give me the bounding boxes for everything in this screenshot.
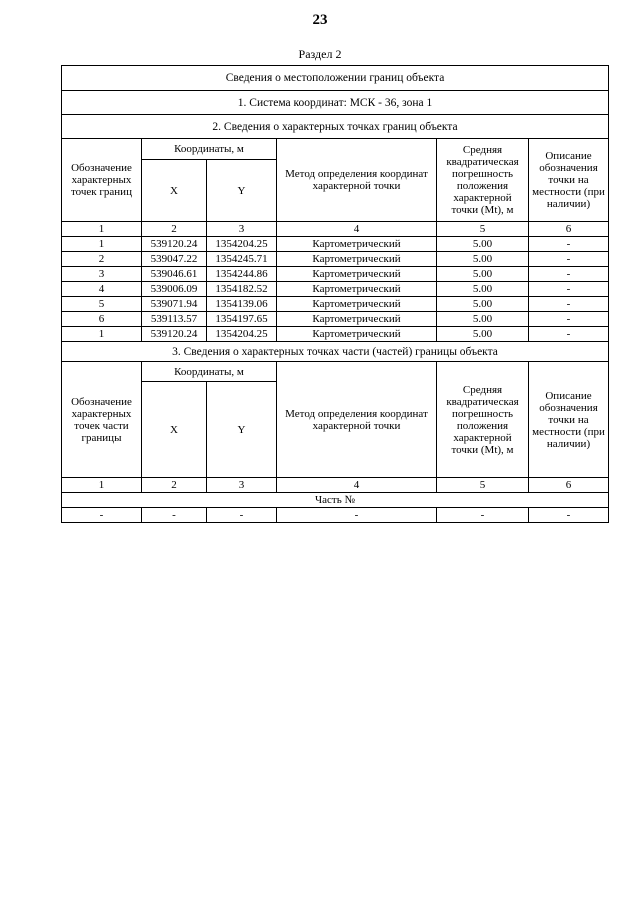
- error: 5.00: [437, 327, 529, 342]
- column-number: 5: [437, 222, 529, 237]
- coord-x: 539047.22: [142, 252, 207, 267]
- column-number: 6: [529, 222, 609, 237]
- error: 5.00: [437, 297, 529, 312]
- description: -: [529, 237, 609, 252]
- method: Картометрический: [277, 282, 437, 297]
- table-row: [62, 282, 609, 297]
- column-number: 5: [437, 478, 529, 493]
- coord-x: 539046.61: [142, 267, 207, 282]
- column-number: 4: [277, 222, 437, 237]
- column-number: 3: [207, 478, 277, 493]
- table-row: [62, 297, 609, 312]
- column-number: 4: [277, 478, 437, 493]
- column-number: 2: [142, 222, 207, 237]
- empty-cell: -: [529, 508, 609, 523]
- header-error: Средняя квадратическая погрешность положения характерной точки (Mt), м: [437, 139, 529, 222]
- coord-y: 1354139.06: [207, 297, 277, 312]
- header-y: Y: [207, 160, 277, 222]
- column-number-row: [62, 222, 609, 237]
- coord-system: 1. Система координат: МСК - 36, зона 1: [62, 91, 609, 115]
- method: Картометрический: [277, 237, 437, 252]
- table-row: [62, 237, 609, 252]
- coord-x: 539120.24: [142, 237, 207, 252]
- point-number: 4: [62, 282, 142, 297]
- empty-cell: -: [437, 508, 529, 523]
- error: 5.00: [437, 237, 529, 252]
- point-number: 1: [62, 327, 142, 342]
- point-number: 3: [62, 267, 142, 282]
- table-row: [62, 267, 609, 282]
- column-number: 6: [529, 478, 609, 493]
- header-x: X: [142, 382, 207, 478]
- header-description: Описание обозначения точки на местности (при наличии): [529, 362, 609, 478]
- section3-title: 3. Сведения о характерных точках части (частей) границы объекта: [62, 342, 609, 362]
- column-number: 1: [62, 478, 142, 493]
- table-row: [62, 508, 609, 523]
- point-number: 2: [62, 252, 142, 267]
- header-method: Метод определения координат характерной точки: [277, 139, 437, 222]
- column-number: 3: [207, 222, 277, 237]
- page-number: 23: [312, 12, 328, 28]
- table-row: [62, 312, 609, 327]
- description: -: [529, 327, 609, 342]
- header-y: Y: [207, 382, 277, 478]
- error: 5.00: [437, 252, 529, 267]
- part-label: Часть №: [62, 493, 609, 508]
- empty-cell: -: [207, 508, 277, 523]
- method: Картометрический: [277, 267, 437, 282]
- header-coordinates: Координаты, м: [142, 362, 277, 382]
- method: Картометрический: [277, 297, 437, 312]
- header-description: Описание обозначения точки на местности (при наличии): [529, 139, 609, 222]
- description: -: [529, 267, 609, 282]
- error: 5.00: [437, 282, 529, 297]
- coord-x: 539120.24: [142, 327, 207, 342]
- empty-cell: -: [142, 508, 207, 523]
- column-number-row: [62, 478, 609, 493]
- method: Картометрический: [277, 327, 437, 342]
- point-number: 5: [62, 297, 142, 312]
- coord-y: 1354204.25: [207, 327, 277, 342]
- description: -: [529, 252, 609, 267]
- header-error: Средняя квадратическая погрешность положения характерной точки (Mt), м: [437, 362, 529, 478]
- method: Картометрический: [277, 252, 437, 267]
- table-title: Сведения о местоположении границ объекта: [62, 66, 609, 91]
- boundary-table: [61, 65, 609, 523]
- method: Картометрический: [277, 312, 437, 327]
- description: -: [529, 282, 609, 297]
- point-number: 6: [62, 312, 142, 327]
- table-row: [62, 252, 609, 267]
- section-label: Раздел 2: [298, 47, 342, 61]
- coord-x: 539006.09: [142, 282, 207, 297]
- description: -: [529, 312, 609, 327]
- header-designation: Обозначение характерных точек границ: [62, 139, 142, 222]
- header-method: Метод определения координат характерной точки: [277, 362, 437, 478]
- table-row: [62, 327, 609, 342]
- coord-x: 539071.94: [142, 297, 207, 312]
- coord-y: 1354245.71: [207, 252, 277, 267]
- coord-y: 1354197.65: [207, 312, 277, 327]
- column-number: 2: [142, 478, 207, 493]
- coord-y: 1354182.52: [207, 282, 277, 297]
- error: 5.00: [437, 267, 529, 282]
- error: 5.00: [437, 312, 529, 327]
- empty-cell: -: [277, 508, 437, 523]
- coord-x: 539113.57: [142, 312, 207, 327]
- coord-y: 1354244.86: [207, 267, 277, 282]
- column-number: 1: [62, 222, 142, 237]
- point-number: 1: [62, 237, 142, 252]
- empty-cell: -: [62, 508, 142, 523]
- coord-y: 1354204.25: [207, 237, 277, 252]
- section2-title: 2. Сведения о характерных точках границ объекта: [62, 115, 609, 139]
- header-x: X: [142, 160, 207, 222]
- header-designation: Обозначение характерных точек части границы: [62, 362, 142, 478]
- header-coordinates: Координаты, м: [142, 139, 277, 160]
- description: -: [529, 297, 609, 312]
